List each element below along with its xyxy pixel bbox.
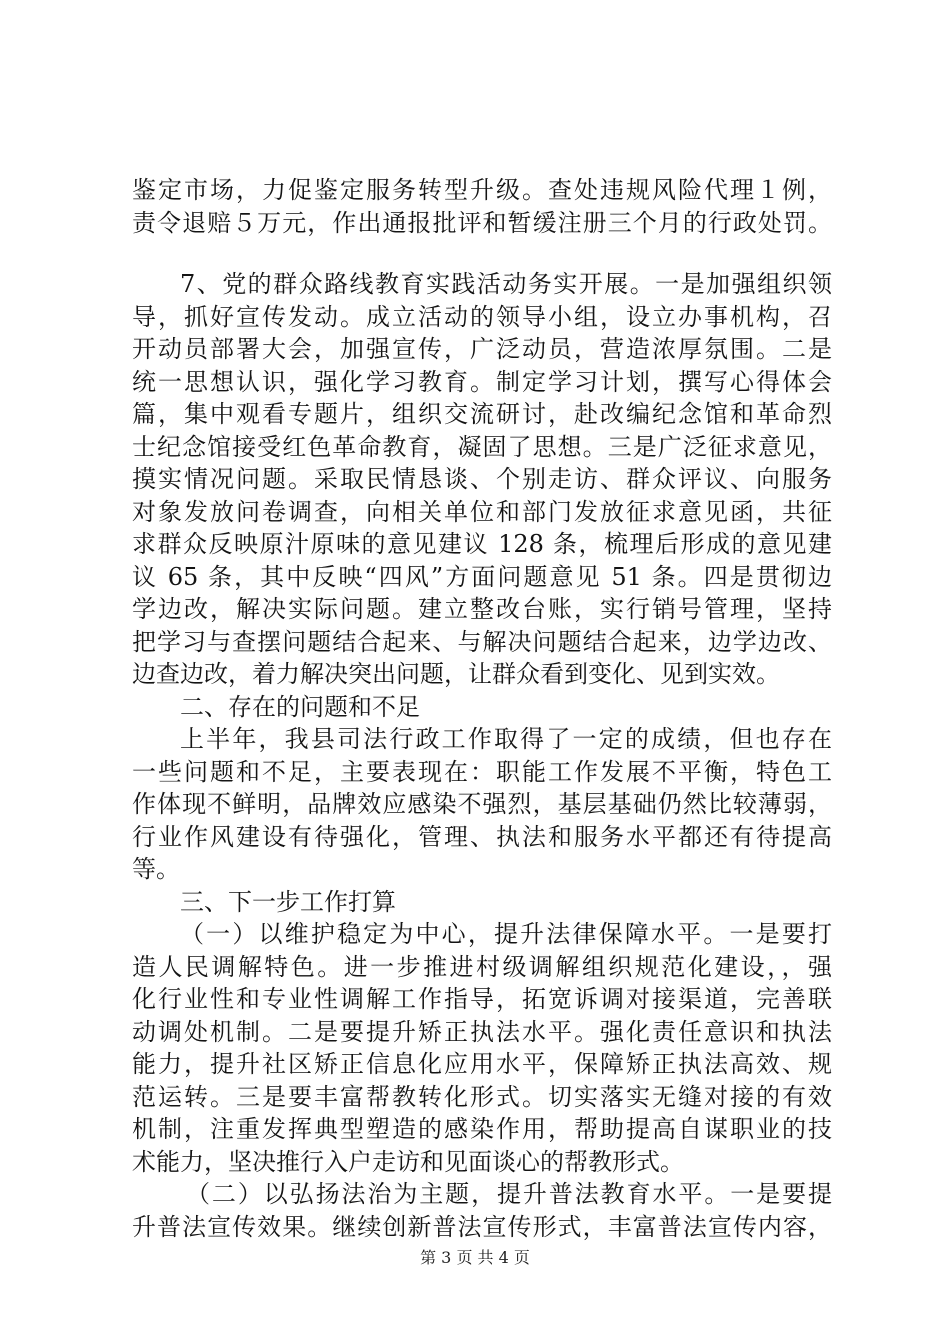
text-line: 把学习与查摆问题结合起来、与解决问题结合起来，边学边改、 bbox=[132, 627, 832, 656]
text-line: 边查边改，着力解决突出问题，让群众看到变化、见到实效。 bbox=[132, 660, 780, 688]
text-line: 动调处机制。二是要提升矫正执法水平。强化责任意识和执法 bbox=[132, 1017, 832, 1046]
text-line: 行业作风建设有待强化，管理、执法和服务水平都还有待提高 bbox=[132, 822, 832, 851]
text-line: 导，抓好宣传发动。成立活动的领导小组，设立办事机构，召 bbox=[132, 302, 832, 331]
text-line: 篇，集中观看专题片，组织交流研讨，赴改编纪念馆和革命烈 bbox=[132, 400, 832, 428]
text-line: 责令退赔５万元，作出通报批评和暂缓注册三个月的行政处罚。 bbox=[132, 208, 832, 237]
text-line: 升普法宣传效果。继续创新普法宣传形式，丰富普法宣传内容， bbox=[132, 1212, 832, 1241]
text-line: 一些问题和不足，主要表现在：职能工作发展不平衡，特色工 bbox=[132, 757, 832, 786]
text-line: 求群众反映原汁原味的意见建议 128 条，梳理后形成的意见建 bbox=[132, 530, 832, 558]
text-line: 对象发放问卷调查，向相关单位和部门发放征求意见函，共征 bbox=[132, 497, 832, 526]
page-footer: 第 3 页 共 4 页 bbox=[420, 1248, 530, 1267]
section-heading-next-steps: 三、下一步工作打算 bbox=[180, 887, 396, 916]
text-line: 议 65 条，其中反映“四风”方面问题意见 51 条。四是贯彻边 bbox=[132, 562, 832, 591]
text-line: 作体现不鲜明，品牌效应感染不强烈，基层基础仍然比较薄弱， bbox=[132, 790, 832, 818]
text-line: 等。 bbox=[132, 855, 180, 883]
text-line: 术能力，坚决推行入户走访和见面谈心的帮教形式。 bbox=[132, 1147, 684, 1176]
text-line: 机制，注重发挥典型塑造的感染作用，帮助提高自谋职业的技 bbox=[132, 1115, 832, 1143]
text-line: 化行业性和专业性调解工作指导，拓宽诉调对接渠道，完善联 bbox=[132, 985, 832, 1013]
text-line: 摸实情况问题。采取民情恳谈、个别走访、群众评议、向服务 bbox=[132, 465, 832, 493]
paragraph-problems-start: 上半年，我县司法行政工作取得了一定的成绩，但也存在 bbox=[180, 725, 832, 753]
paragraph-7-start: 7、党的群众路线教育实践活动务实开展。一是加强组织领 bbox=[180, 270, 832, 298]
text-line: 开动员部署大会，加强宣传，广泛动员，营造浓厚氛围。二是 bbox=[132, 335, 832, 363]
paragraph-intro bbox=[132, 174, 832, 239]
text-line: 学边改，解决实际问题。建立整改台账，实行销号管理，坚持 bbox=[132, 595, 832, 623]
text-line: 能力，提升社区矫正信息化应用水平，保障矫正执法高效、规 bbox=[132, 1050, 832, 1078]
text-line: 统一思想认识，强化学习教育。制定学习计划，撰写心得体会 bbox=[132, 367, 832, 396]
section-heading-problems: 二、存在的问题和不足 bbox=[180, 692, 420, 721]
text-line: 范运转。三是要丰富帮教转化形式。切实落实无缝对接的有效 bbox=[132, 1082, 832, 1111]
text-line: 造人民调解特色。进一步推进村级调解组织规范化建设，，强 bbox=[132, 952, 832, 981]
text-line: 士纪念馆接受红色革命教育，凝固了思想。三是广泛征求意见， bbox=[132, 432, 832, 461]
document-body bbox=[132, 268, 832, 1243]
paragraph-next-1-start: （一）以维护稳定为中心，提升法律保障水平。一是要打 bbox=[180, 920, 832, 948]
text-line: 鉴定市场，力促鉴定服务转型升级。查处违规风险代理１例， bbox=[132, 176, 832, 204]
paragraph-next-2-start: （二）以弘扬法治为主题，提升普法教育水平。一是要提 bbox=[186, 1180, 832, 1208]
